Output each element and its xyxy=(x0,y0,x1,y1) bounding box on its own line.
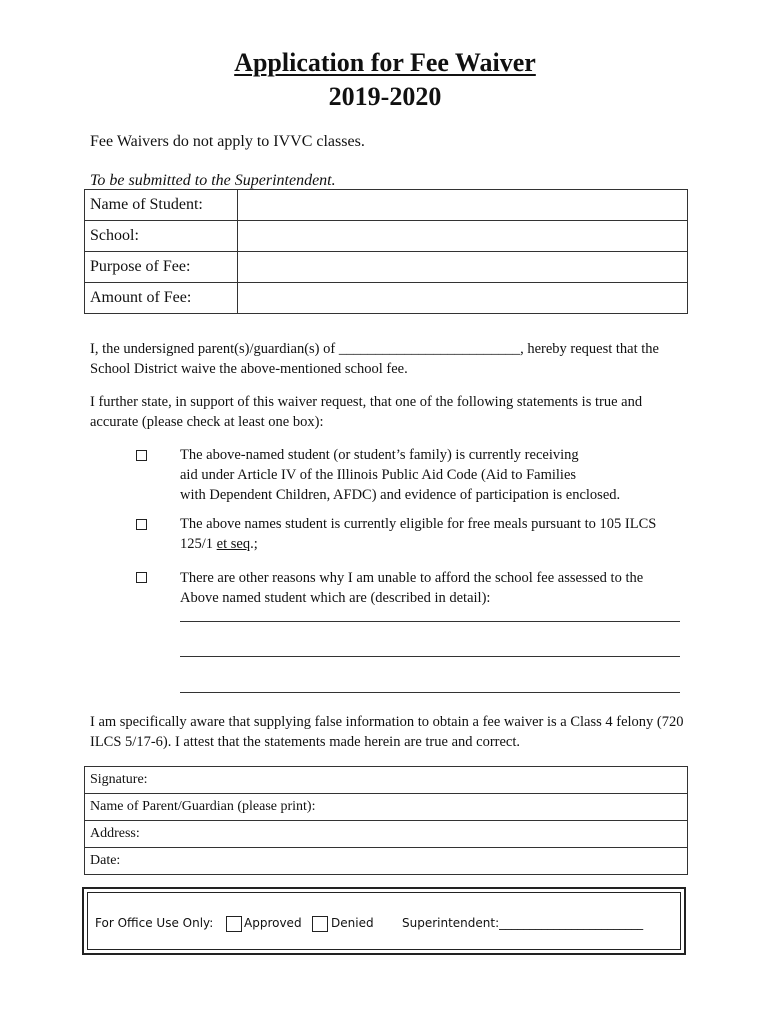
form-title: Application for Fee Waiver xyxy=(234,48,536,77)
approved-label: Approved xyxy=(244,916,302,930)
meals-checkbox[interactable] xyxy=(136,519,147,530)
student-name-field[interactable] xyxy=(238,190,688,221)
statement-paragraph: I further state, in support of this waiver request, that one of the following statements is true and accurate (please check at least one box): xyxy=(90,394,643,430)
office-use-label: For Office Use Only: xyxy=(95,916,214,930)
table-row xyxy=(85,848,688,875)
denied-label: Denied xyxy=(331,916,374,930)
school-field[interactable] xyxy=(238,221,688,252)
other-option-line: Above named student which are (described in detail): xyxy=(180,590,491,606)
aid-option-line: with Dependent Children, AFDC) and evidence of participation is enclosed. xyxy=(180,487,621,503)
date-field[interactable]: Date: xyxy=(85,848,688,875)
denied-checkbox[interactable] xyxy=(312,916,328,932)
meals-option-line: The above names student is currently eligible for free meals pursuant to 105 ILCS xyxy=(180,516,657,532)
et-seq-text: et seq xyxy=(216,536,251,552)
other-option-text xyxy=(180,568,700,608)
detail-line[interactable] xyxy=(180,656,680,657)
table-row xyxy=(85,190,688,221)
aid-checkbox[interactable] xyxy=(136,450,147,461)
school-label: School: xyxy=(85,221,238,252)
table-row xyxy=(85,221,688,252)
purpose-field[interactable] xyxy=(238,252,688,283)
amount-field[interactable] xyxy=(238,283,688,314)
table-row xyxy=(85,767,688,794)
ivvc-note: Fee Waivers do not apply to IVVC classes. xyxy=(90,133,365,150)
purpose-label: Purpose of Fee: xyxy=(85,252,238,283)
table-row xyxy=(85,252,688,283)
meals-ilcs-ref: 125/1 xyxy=(180,536,217,552)
table-row xyxy=(85,283,688,314)
guardian-name-field[interactable]: Name of Parent/Guardian (please print): xyxy=(85,794,688,821)
aid-option-line: aid under Article IV of the Illinois Public Aid Code (Aid to Families xyxy=(180,467,577,483)
approved-checkbox[interactable] xyxy=(226,916,242,932)
signature-table xyxy=(84,766,688,875)
address-field[interactable]: Address: xyxy=(85,821,688,848)
request-paragraph: I, the undersigned parent(s)/guardian(s) of _________________________, hereby request that the School District waive the above-mentioned school fee. xyxy=(90,341,659,377)
meals-option-line xyxy=(180,534,700,554)
form-year: 2019-2020 xyxy=(328,82,442,111)
other-option-line: There are other reasons why I am unable to afford the school fee assessed to the xyxy=(180,570,644,586)
amount-label: Amount of Fee: xyxy=(85,283,238,314)
aid-option-line: The above-named student (or student’s family) is currently receiving xyxy=(180,447,579,463)
other-checkbox[interactable] xyxy=(136,572,147,583)
student-info-table xyxy=(84,189,688,314)
meals-suffix: .; xyxy=(250,536,258,552)
student-name-label: Name of Student: xyxy=(85,190,238,221)
detail-line[interactable] xyxy=(180,692,680,693)
submit-instruction: To be submitted to the Superintendent. xyxy=(90,172,336,189)
table-row xyxy=(85,794,688,821)
attest-paragraph: I am specifically aware that supplying false information to obtain a fee waiver is a Class 4 felony (720 ILCS 5/17-6). I attest that the statements made herein are true and correct. xyxy=(90,714,684,750)
meals-option-text xyxy=(180,514,700,554)
detail-line[interactable] xyxy=(180,621,680,622)
superintendent-signature-line[interactable]: Superintendent:________________________ xyxy=(402,916,644,930)
aid-option-text xyxy=(180,445,700,505)
signature-field[interactable]: Signature: xyxy=(85,767,688,794)
table-row xyxy=(85,821,688,848)
